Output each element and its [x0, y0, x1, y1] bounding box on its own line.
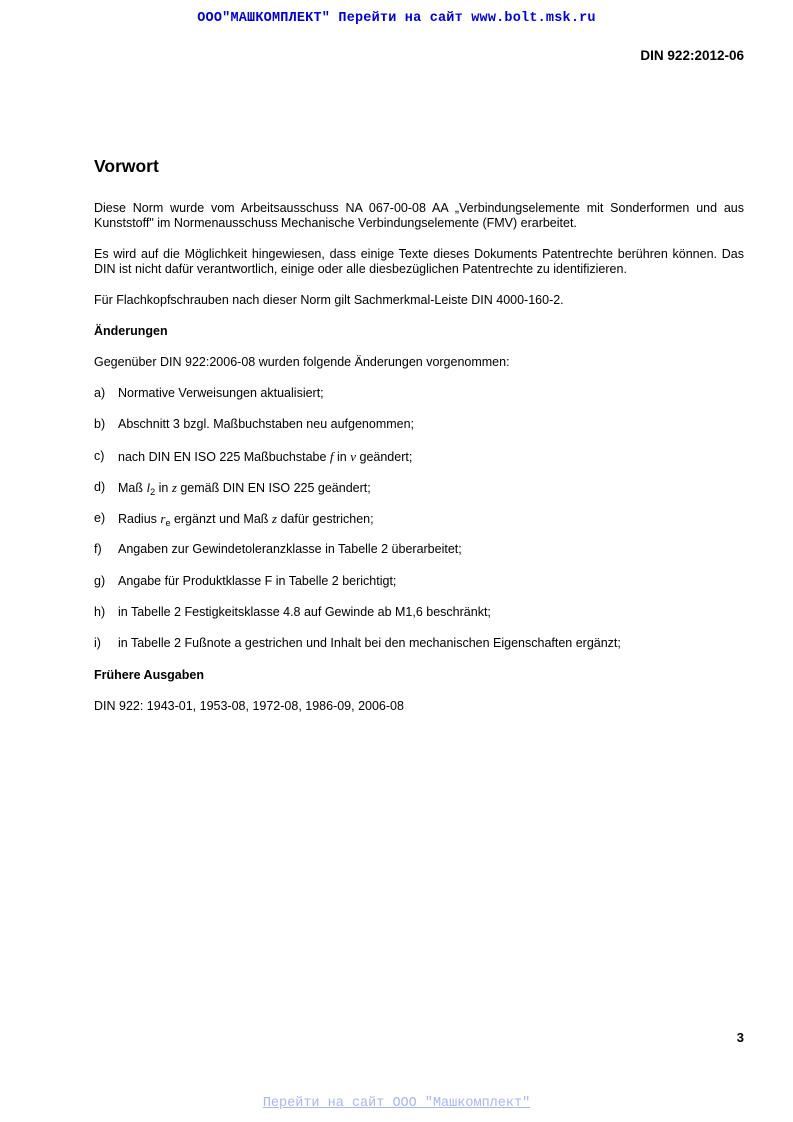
symbol-v: v [350, 448, 357, 464]
previous-editions-text: DIN 922: 1943-01, 1953-08, 1972-08, 1986-09, 2006-08 [94, 698, 404, 713]
subscript-2: 2 [150, 486, 156, 497]
list-item-marker: g) [94, 573, 106, 588]
bottom-site-link[interactable]: Перейти на сайт ООО "Машкомплект" [262, 1096, 531, 1111]
list-item-text: in Tabelle 2 Festigkeitsklasse 4.8 auf Gewinde ab M1,6 beschränkt; [118, 605, 491, 620]
foreword-paragraph-3: Für Flachkopfschrauben nach dieser Norm gilt Sachmerkmal-Leiste DIN 4000-160-2. [94, 293, 564, 307]
list-item-text: Maß $l_2$ in z gemäß DIN EN ISO 225 geändert; [118, 479, 371, 497]
foreword-paragraph-2: Es wird auf die Möglichkeit hingewiesen, dass einige Texte dieses Dokuments Patentrechte berühren können. Das DIN ist nicht dafür verantwortlich, einige oder alle diesbezüglichen Patentrechte zu identifizieren. [94, 247, 744, 276]
list-item-marker: d) [94, 479, 106, 494]
top-banner-link[interactable] [197, 11, 595, 26]
foreword-paragraph-1: Diese Norm wurde vom Arbeitsausschuss NA 067-00-08 AA „Verbindungselemente mit Sonderformen und aus Kunststoff" im Normenausschuss Mechanische Verbindungselemente (FMV) erarbeitet. [94, 201, 744, 230]
list-item-marker: b) [94, 417, 106, 432]
top-banner[interactable] [0, 11, 793, 26]
list-item-text: Abschnitt 3 bzgl. Maßbuchstaben neu aufgenommen; [118, 417, 415, 432]
symbol-z: z [171, 479, 177, 495]
banner-company[interactable]: ООО"МАШКОМПЛЕКТ" [197, 11, 331, 26]
symbol-z: z [271, 511, 277, 527]
list-item-marker: i) [94, 636, 101, 651]
bottom-link-container[interactable] [0, 1096, 793, 1111]
list-item [94, 511, 744, 542]
banner-link-text[interactable]: Перейти на сайт www.bolt.msk.ru [338, 11, 596, 26]
changes-intro: Gegenüber DIN 922:2006-08 wurden folgende Änderungen vorgenommen: [94, 355, 510, 369]
list-item-text: Angabe für Produktklasse F in Tabelle 2 berichtigt; [118, 573, 397, 588]
list-item-text: nach DIN EN ISO 225 Maßbuchstabe f in v geändert; [118, 448, 413, 464]
list-item-marker: c) [94, 448, 105, 463]
page-content [94, 155, 744, 730]
page-number: 3 [736, 1030, 744, 1045]
symbol-l: l [146, 479, 151, 495]
list-item-marker: h) [94, 605, 106, 620]
document-id: DIN 922:2012-06 [640, 48, 744, 63]
symbol-f: f [329, 448, 334, 464]
list-item [94, 386, 744, 417]
foreword-title: Vorwort [94, 156, 159, 176]
list-item [94, 480, 744, 511]
list-item-marker: e) [94, 511, 106, 526]
list-item-text: Radius $r_e$ ergänzt und Maß z dafür gestrichen; [118, 511, 374, 529]
list-item [94, 605, 744, 636]
symbol-r: r [160, 511, 166, 527]
subscript-e: e [165, 518, 171, 529]
list-item-marker: a) [94, 386, 106, 400]
list-item-text: Normative Verweisungen aktualisiert; [118, 386, 324, 400]
list-item-text: in Tabelle 2 Fußnote a gestrichen und Inhalt bei den mechanischen Eigenschaften ergänzt; [118, 636, 621, 651]
list-item-text: Angaben zur Gewindetoleranzklasse in Tabelle 2 überarbeitet; [118, 542, 462, 557]
list-item-marker: f) [94, 542, 102, 557]
list-item [94, 636, 744, 667]
list-item [94, 574, 744, 605]
changes-list [94, 386, 744, 668]
list-item [94, 449, 744, 480]
changes-heading: Änderungen [94, 324, 168, 338]
list-item [94, 542, 744, 573]
list-item [94, 417, 744, 448]
previous-editions-heading: Frühere Ausgaben [94, 667, 204, 682]
